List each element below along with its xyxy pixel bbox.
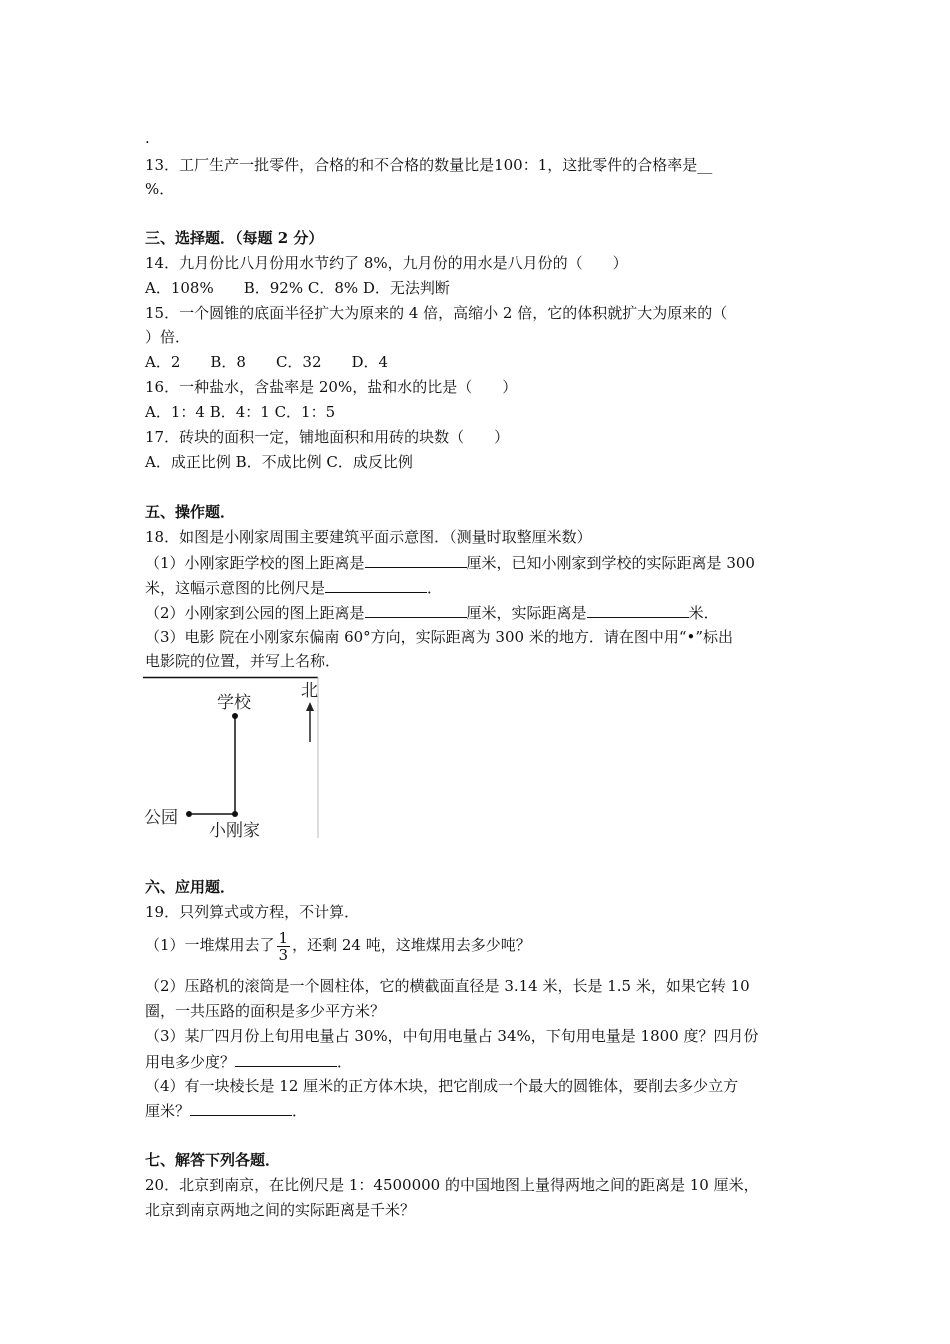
question-18-part-2-text-c: 米． [688, 604, 719, 622]
question-15-cont: ）倍． [145, 328, 191, 346]
question-20: 20．北京到南京，在比例尺是 1：4500000 的中国地图上量得两地之间的距离是 10 厘米， [145, 1176, 759, 1194]
question-19-part-3-text: 用电多少度？ [145, 1053, 236, 1071]
north-arrow-icon [306, 702, 314, 711]
question-19-part-3: （3）某厂四月份上旬用电量占 30%，中旬用电量占 34%，下旬用电量是 1800 度？四月份 [145, 1027, 759, 1045]
fraction-numerator: 1 [278, 928, 289, 947]
map-figure [143, 676, 323, 841]
section-7-title: 七、解答下列各题． [145, 1151, 281, 1169]
label-park: 公园 [144, 808, 178, 828]
question-13-cont: %． [145, 180, 175, 198]
fraction-one-third [277, 930, 291, 963]
question-19-part-2-cont: 圈，一共压路的面积是多少平方米？ [145, 1002, 386, 1020]
question-18-part-1-text: （1）小刚家距学校的图上距离是 [145, 554, 365, 572]
label-school: 学校 [217, 693, 251, 713]
page-dot: . [145, 129, 150, 147]
section-5-title: 五、操作题． [145, 503, 236, 521]
question-18-part-1-cont [145, 577, 442, 598]
question-15-options: A．2 B．8 C．32 D．4 [145, 353, 389, 371]
question-18-part-3-cont: 电影院的位置，并写上名称． [145, 652, 341, 670]
question-19-part-1-text-b: ，还剩 24 吨，这堆煤用去多少吨？ [292, 936, 531, 954]
question-19-part-1 [145, 927, 531, 963]
fraction-denominator: 3 [278, 945, 289, 964]
question-17: 17．砖块的面积一定，铺地面积和用砖的块数（ ） [145, 428, 510, 446]
section-3-title: 三、选择题．（每题 2 分） [145, 229, 324, 247]
question-19-part-4-cont [145, 1100, 307, 1121]
question-18-part-2-text: （2）小刚家到公园的图上距离是 [145, 604, 365, 622]
question-18: 18．如图是小刚家周围主要建筑平面示意图．（测量时取整厘米数） [145, 528, 592, 546]
question-20-cont: 北京到南京两地之间的实际距离是千米？ [145, 1201, 416, 1219]
answer-blank [325, 577, 427, 593]
answer-blank [365, 552, 467, 568]
home-point [232, 811, 238, 817]
question-18-part-1-text-d: ． [427, 579, 443, 597]
section-6-title: 六、应用题． [145, 878, 236, 896]
question-13 [145, 155, 712, 175]
label-home: 小刚家 [209, 821, 260, 841]
question-18-part-3: （3）电影 院在小刚家东偏南 60°方向，实际距离为 300 米的地方．请在图中用“•”标出 [145, 628, 734, 646]
question-14-options: A．108% B．92% C．8% D．无法判断 [145, 279, 450, 297]
question-19: 19．只列算式或方程，不计算． [145, 903, 360, 921]
question-19-part-3-cont [145, 1051, 352, 1072]
question-18-part-2-text-b: 厘米，实际距离是 [466, 604, 587, 622]
question-18-part-1-text-b: 厘米，已知小刚家到学校的实际距离是 300 [466, 554, 755, 572]
label-north: 北 [301, 681, 318, 701]
question-19-part-2: （2）压路机的滚筒是一个圆柱体，它的横截面直径是 3.14 米，长是 1.5 米，如果它转 10 [145, 977, 750, 995]
park-point [186, 811, 192, 817]
question-18-part-1-text-c: 米，这幅示意图的比例尺是 [145, 579, 326, 597]
question-16: 16．一种盐水，含盐率是 20%，盐和水的比是（ ） [145, 378, 518, 396]
question-13-blank: __ [697, 156, 713, 174]
answer-blank [235, 1051, 337, 1067]
question-17-options: A．成正比例 B．不成比例 C．成反比例 [145, 453, 413, 471]
question-19-part-4-text: 厘米？ [145, 1102, 191, 1120]
answer-blank [190, 1100, 292, 1116]
question-19-part-4-period: ． [292, 1102, 308, 1120]
question-16-options: A．1：4 B．4：1 C．1：5 [145, 403, 336, 421]
question-19-part-3-period: ． [337, 1053, 353, 1071]
answer-blank [365, 602, 467, 618]
answer-blank [587, 602, 689, 618]
question-15: 15．一个圆锥的底面半径扩大为原来的 4 倍，高缩小 2 倍，它的体积就扩大为原来的（ [145, 304, 728, 322]
question-19-part-4: （4）有一块棱长是 12 厘米的正方体木块，把它削成一个最大的圆锥体，要削去多少立方 [145, 1077, 739, 1095]
question-18-part-2 [145, 602, 719, 623]
question-14: 14．九月份比八月份用水节约了 8%，九月份的用水是八月份的（ ） [145, 254, 628, 272]
question-19-part-1-text: （1）一堆煤用去了 [145, 936, 275, 954]
question-18-part-1 [145, 552, 755, 573]
question-13-text: 13．工厂生产一批零件，合格的和不合格的数量比是100：1，这批零件的合格率是 [145, 156, 698, 174]
